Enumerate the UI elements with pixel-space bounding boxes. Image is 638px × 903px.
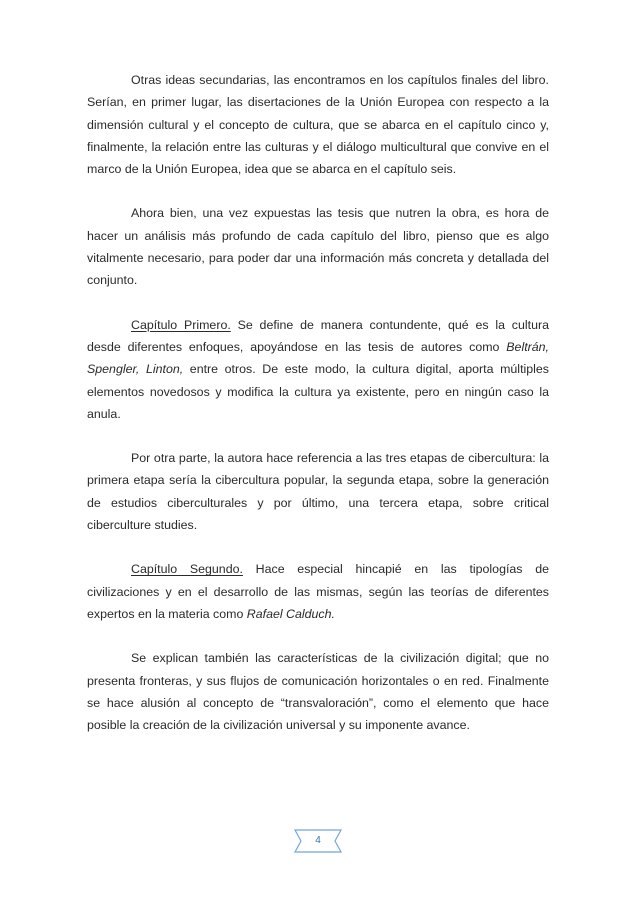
chapter-two-text-a: Hace especial hincapié en las tipologías de civilizaciones y en el desarrollo de las mismas, según las teorías de diferentes expertos en la materia como — [87, 562, 549, 621]
paragraph-cyberculture-stages: Por otra parte, la autora hace referencia a las tres etapas de cibercultura: la primera etapa sería la cibercultura popular, la segunda etapa, sobre la generación de estudios ciberculturales y por último, una tercera etapa, sobre critical ciberculture studies. — [87, 451, 549, 533]
chapter-two-heading: Capítulo Segundo. — [131, 562, 243, 577]
page-body — [87, 69, 549, 758]
paragraph-chapter-one — [87, 314, 549, 425]
paragraph-chapter-two — [87, 558, 549, 625]
chapter-one-text-b: entre otros. De este modo, la cultura digital, aporta múltiples elementos novedosos y modifica la cultura ya existente, pero en ningún caso la anula. — [87, 362, 549, 421]
chapter-one-authors: Beltrán, Spengler, Linton, — [87, 339, 549, 377]
paragraph-digital-civilization: Se explican también las características de la civilización digital; que no presenta fronteras, y sus flujos de comunicación horizontales o en red. Finalmente se hace alusión al concepto de “transvaloración”, como el elemento que hace posible la creación de la civilización universal y su imponente avance. — [87, 651, 549, 733]
chapter-one-text-a: Se define de manera contundente, qué es la cultura desde diferentes enfoques, apoyándose en las tesis de autores como — [87, 317, 549, 354]
chapter-two-author: Rafael Calduch. — [246, 606, 335, 621]
page-number: 4 — [315, 835, 321, 846]
chapter-one-heading: Capítulo Primero. — [131, 317, 231, 332]
paragraph-analysis-intro: Ahora bien, una vez expuestas las tesis que nutren la obra, es hora de hacer un análisis más profundo de cada capítulo del libro, pienso que es algo vitalmente necesario, para poder dar una información más concreta y detallada del conjunto. — [87, 206, 549, 288]
paragraph-secondary-ideas: Otras ideas secundarias, las encontramos en los capítulos finales del libro. Serían, en primer lugar, las disertaciones de la Unión Europea con respecto a la dimensión cultural y el concepto de cultura, que se abarca en el capítulo cinco y, finalmente, la relación entre las culturas y el diálogo multicultural que convive en el marco de la Unión Europea, idea que se abarca en el capítulo seis. — [87, 73, 549, 177]
page-number-badge — [292, 828, 344, 854]
